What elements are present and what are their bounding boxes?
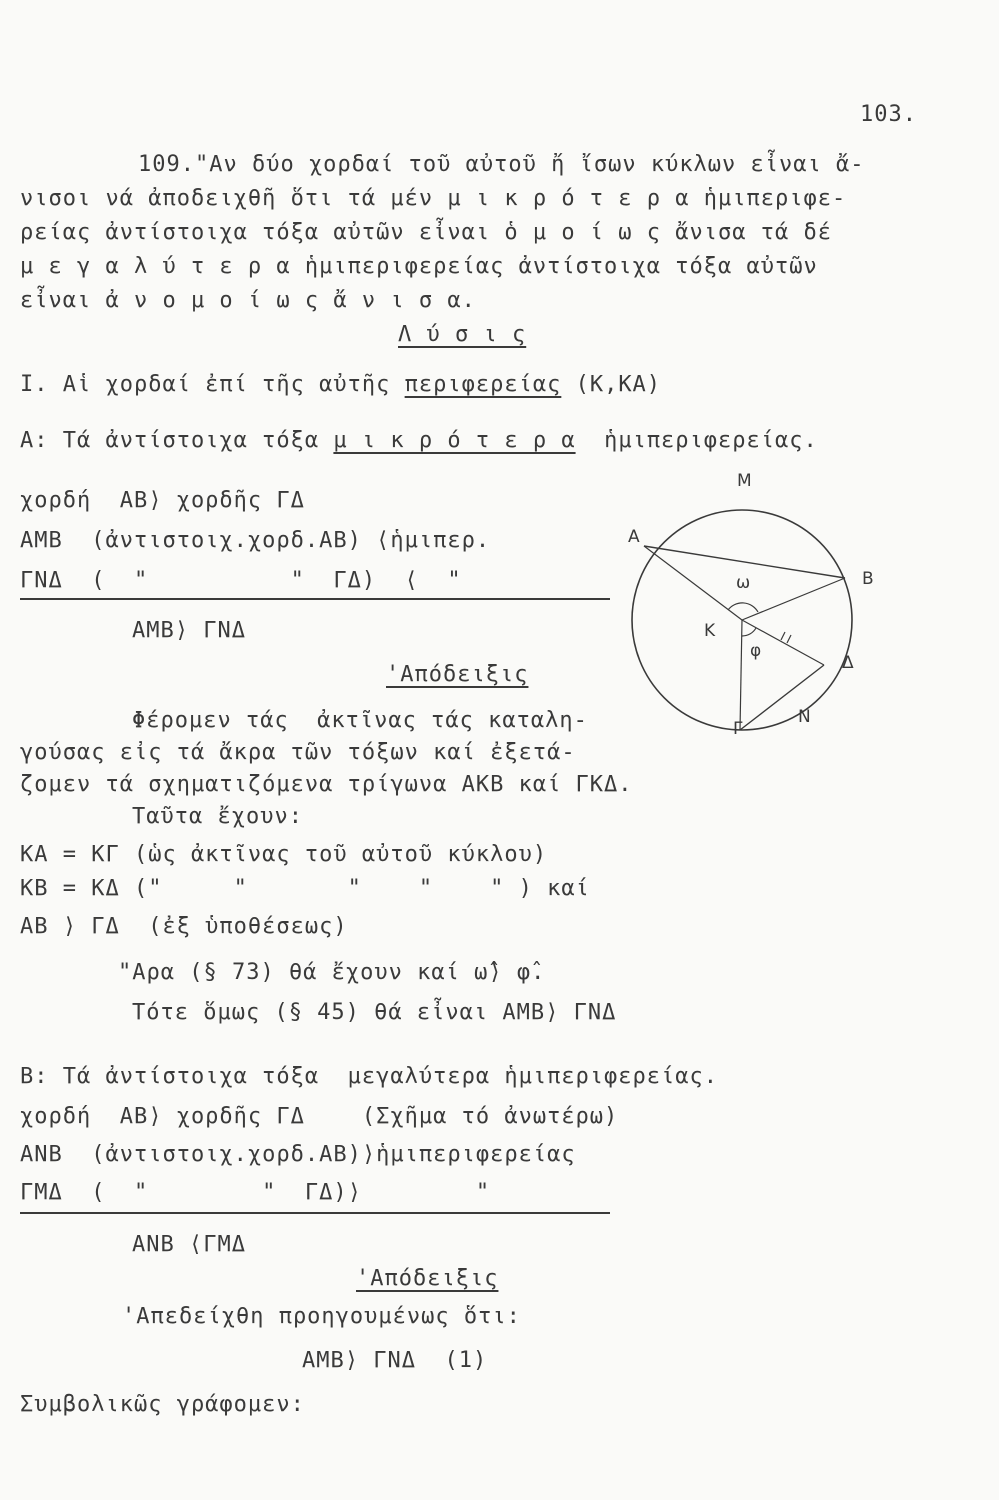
radius-KG [740,620,742,730]
solution-heading: Λ ύ σ ι ς [398,322,527,347]
proofA-eq-1: ΚΑ = ΚΓ (ὡς ἀκτῖνας τοῦ αὐτοῦ κύκλου) [20,842,548,867]
partB-row-1: χορδή ΑΒ⟩ χορδῆς ΓΔ (Σχῆμα τό ἀνωτέρω) [20,1104,619,1129]
label-A: Α [628,527,640,547]
label-B: Β [862,569,874,589]
partA-prefix: Α: Τά ἀντίστοιχα τόξα [20,428,320,453]
partB-rule [20,1212,610,1214]
proofA-line-1: Φέρομεν τάς ἀκτῖνας τάς καταλη- [132,708,588,733]
problem-line-5: εἶναι ἀ ν ο μ ο ί ω ς ἄ ν ι σ α. [20,288,476,313]
problem-line-4: μ ε γ α λ ύ τ ε ρ α ἡμιπεριφερείας ἀντίστοιχα τόξα αὐτῶν [20,254,818,279]
blockA-row-2: ΑΜΒ (ἀντιστοιχ.χορδ.ΑΒ) ⟨ἡμιπερ. [20,528,491,553]
proofA-line-3: ζομεν τά σχηματιζόμενα τρίγωνα ΑΚΒ καί ΓΚΔ. [20,772,633,797]
tick-mark-2 [787,635,791,643]
partB-proof-line-1: 'Απεδείχθη προηγουμένως ὅτι: [122,1304,521,1329]
partB-result: ΑΝΒ ⟨ΓΜΔ [132,1232,246,1257]
part1-suffix: (Κ,ΚΑ) [575,372,662,397]
proofA-eq-3: ΑΒ ⟩ ΓΔ (ἐξ ὑποθέσεως) [20,914,348,939]
blockA-rule [20,598,610,600]
label-K: Κ [704,621,716,641]
partA-suffix: ἡμιπεριφερείας. [604,428,818,453]
part1-underlined: περιφερείας [404,372,562,397]
partB-equation: ΑΜΒ⟩ ΓΝΔ (1) [302,1348,488,1373]
angle-omega-arc [728,603,758,612]
problem-line-2: νισοι νά ἀποδειχθῆ ὅτι τά μέν μ ι κ ρ ό τ ε ρ α ἡμιπεριφε- [20,186,847,211]
partA-underlined: μ ι κ ρ ό τ ε ρ α [333,428,576,453]
proofA-line-4: Ταῦτα ἔχουν: [132,804,303,829]
proofA-line-2: γούσας εἰς τά ἄκρα τῶν τόξων καί ἐξετά- [20,740,576,765]
partB-row-3: ΓΜΔ ( " " ΓΔ)⟩ " [20,1180,491,1205]
page-number: 103. [860,102,917,127]
partB-proof-heading: 'Απόδειξις [356,1266,499,1291]
label-D: Δ [842,653,854,673]
chord-GD [740,665,824,730]
problem-line-1: 109."Αν δύο χορδαί τοῦ αὐτοῦ ἤ ἴσων κύκλων εἶναι ἄ- [138,152,865,177]
tick-mark-1 [781,632,785,640]
problem-line-3: ρείας ἀντίστοιχα τόξα αὐτῶν εἶναι ὁ μ ο ί ω ς ἄνισα τά δέ [20,220,832,245]
partB-title: Β: Τά ἀντίστοιχα τόξα μεγαλύτερα ἡμιπεριφερείας. [20,1064,719,1089]
blockA-row-3: ΓΝΔ ( " " ΓΔ) ⟨ " [20,568,462,593]
label-M: Μ [737,471,752,491]
label-omega: ω [736,573,751,593]
label-G: Γ [733,719,743,739]
radius-KA [644,546,742,620]
proofA-eq-2: ΚΒ = ΚΔ (" " " " " ) καί [20,876,590,901]
blockA-result: ΑΜΒ⟩ ΓΝΔ [132,618,246,643]
circle-figure [600,460,890,750]
part1-line [20,372,661,398]
blockA-row-1: χορδή ΑΒ⟩ χορδῆς ΓΔ [20,488,305,513]
partB-row-2: ΑΝΒ (ἀντιστοιχ.χορδ.ΑΒ)⟩ἡμιπεριφερείας [20,1142,576,1167]
proofA-conclusion-2: Τότε ὅμως (§ 45) θά εἶναι ΑΜΒ⟩ ΓΝΔ [132,1000,617,1025]
proofA-heading: 'Απόδειξις [386,662,529,687]
proofA-conclusion-1: "Αρα (§ 73) θά ἔχουν καί ω̂⟩ φ̂. [118,960,546,985]
angle-phi-arc [742,628,756,636]
radius-KB [742,578,845,620]
label-N: Ν [798,707,811,727]
partA-line [20,428,818,454]
partB-proof-line-2: Συμβολικῶς γράφομεν: [20,1392,305,1417]
label-phi: φ [750,641,762,661]
part1-prefix: I. Αἱ χορδαί ἐπί τῆς αὐτῆς [20,372,391,397]
